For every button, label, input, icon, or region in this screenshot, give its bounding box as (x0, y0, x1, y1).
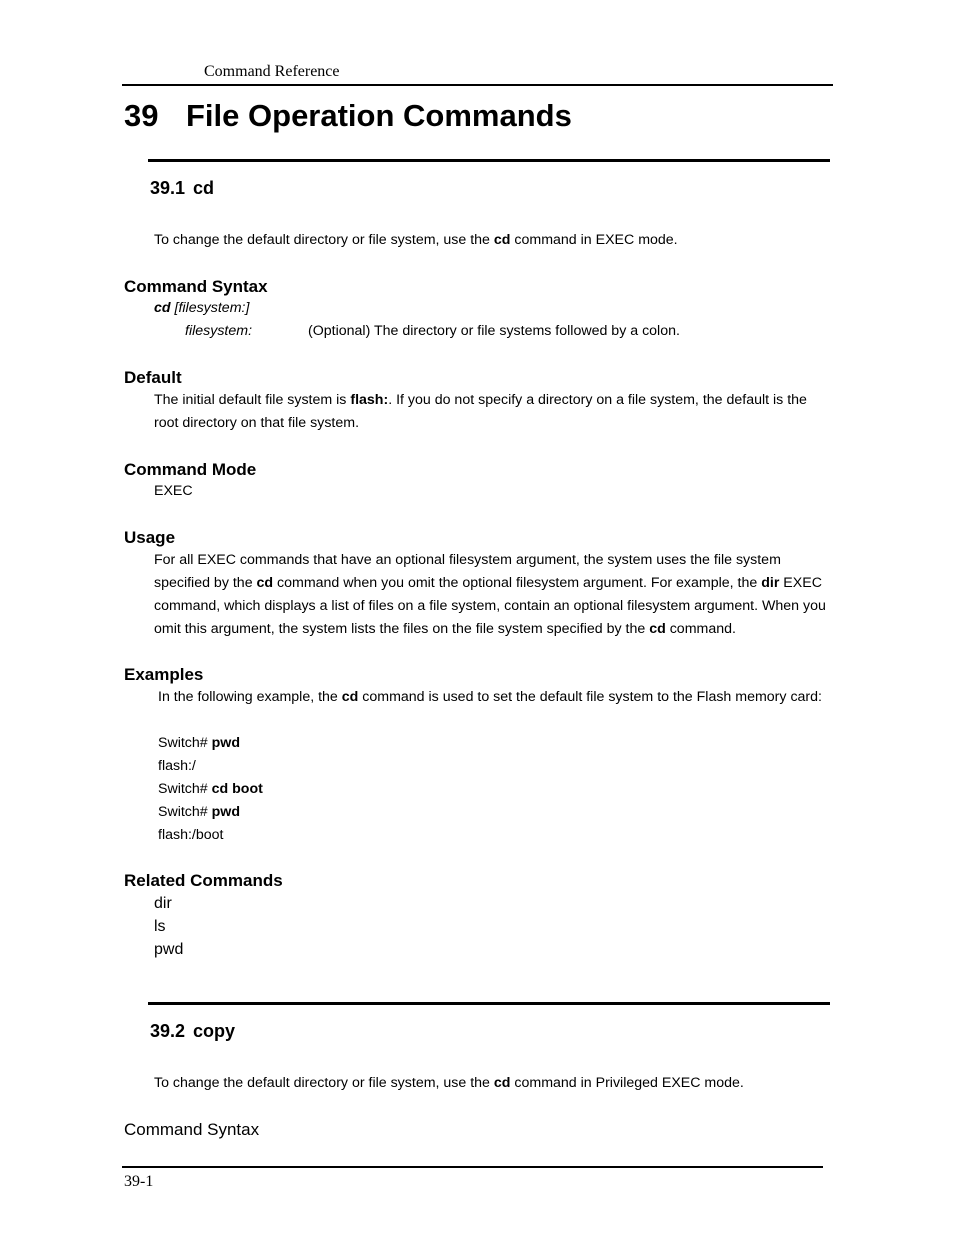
default-text: The initial default file system is (154, 392, 351, 408)
section-number: 39.1 (150, 178, 186, 198)
footer-rule (122, 1166, 823, 1168)
syntax-param: filesystem: (185, 323, 253, 339)
examples-intro (158, 686, 828, 709)
copy-command-syntax-heading: Command Syntax (124, 1120, 260, 1139)
section-heading-cd (150, 178, 214, 199)
related-commands-heading: Related Commands (124, 871, 283, 890)
command-mode-heading: Command Mode (124, 460, 257, 479)
usage-cmd-cd: cd (649, 621, 666, 637)
command: pwd (211, 804, 240, 820)
chapter-number: 39 (124, 98, 159, 133)
examples-cmd: cd (341, 689, 359, 705)
usage-text-end: command. (665, 621, 736, 637)
intro-command: cd (493, 1075, 511, 1091)
section-title: cd (193, 178, 215, 198)
section-rule-2 (148, 1002, 830, 1005)
usage-text: command when you omit the optional filesystem argument. For example, the (273, 575, 762, 591)
command-mode-value: EXEC (154, 483, 193, 499)
example-line (158, 801, 263, 824)
example-line (158, 778, 263, 801)
prompt: Switch# (158, 804, 212, 820)
page-number: 39-1 (124, 1173, 154, 1190)
usage-text: EXEC command, which displays a list of files on a file system, contain an optional filesystem argument. When you omit this argument, the system lists the files on the file system specified by the (154, 575, 826, 637)
syntax-param-desc: (Optional) The directory or file systems followed by a colon. (308, 323, 680, 339)
default-fs: flash: (350, 392, 389, 408)
section-number: 39.2 (150, 1021, 186, 1041)
usage-text: For all EXEC commands that have an optional filesystem argument, the system uses the file system specified by the (154, 552, 781, 591)
example-line (158, 824, 263, 847)
intro-text: To change the default directory or file system, use the (154, 232, 494, 248)
command: pwd (211, 735, 240, 751)
intro-command: cd (493, 232, 511, 248)
examples-heading: Examples (124, 665, 204, 684)
related-command-dir: dir (154, 895, 172, 912)
prompt: Switch# (158, 735, 212, 751)
output: flash:/ (158, 758, 196, 774)
related-command-pwd: pwd (154, 941, 184, 958)
prompt: Switch# (158, 781, 212, 797)
syntax-line (154, 297, 249, 320)
usage-cmd-dir: dir (761, 575, 780, 591)
intro-text: To change the default directory or file system, use the (154, 1075, 494, 1091)
command: cd boot (211, 781, 263, 797)
related-command-ls: ls (154, 918, 166, 935)
intro-text-end: command in Privileged EXEC mode. (510, 1075, 744, 1091)
default-text-end: . If you do not specify a directory on a file system, the default is the root directory on that file system. (154, 392, 807, 431)
example-code (158, 732, 263, 847)
usage-heading: Usage (124, 528, 176, 547)
examples-text-end: command is used to set the default file system to the Flash memory card: (358, 689, 822, 705)
cd-intro (154, 229, 678, 252)
chapter-title-text: File Operation Commands (186, 98, 572, 133)
copy-intro (154, 1072, 744, 1095)
output: flash:/boot (158, 827, 224, 843)
default-paragraph (154, 389, 834, 435)
section-rule-1 (148, 159, 830, 162)
example-line (158, 732, 263, 755)
syntax-args: [filesystem:] (170, 300, 250, 316)
usage-paragraph (154, 549, 834, 641)
usage-cmd-cd: cd (256, 575, 274, 591)
default-heading: Default (124, 368, 182, 387)
related-commands-list (154, 892, 183, 961)
examples-text: In the following example, the (158, 689, 342, 705)
running-header: Command Reference (204, 63, 340, 80)
intro-text-end: command in EXEC mode. (510, 232, 678, 248)
command-syntax-heading: Command Syntax (124, 277, 268, 296)
chapter-title (124, 98, 572, 134)
syntax-command: cd (154, 300, 171, 316)
section-heading-copy (150, 1021, 235, 1042)
section-title: copy (193, 1021, 236, 1041)
example-line (158, 755, 263, 778)
header-rule (122, 84, 833, 86)
